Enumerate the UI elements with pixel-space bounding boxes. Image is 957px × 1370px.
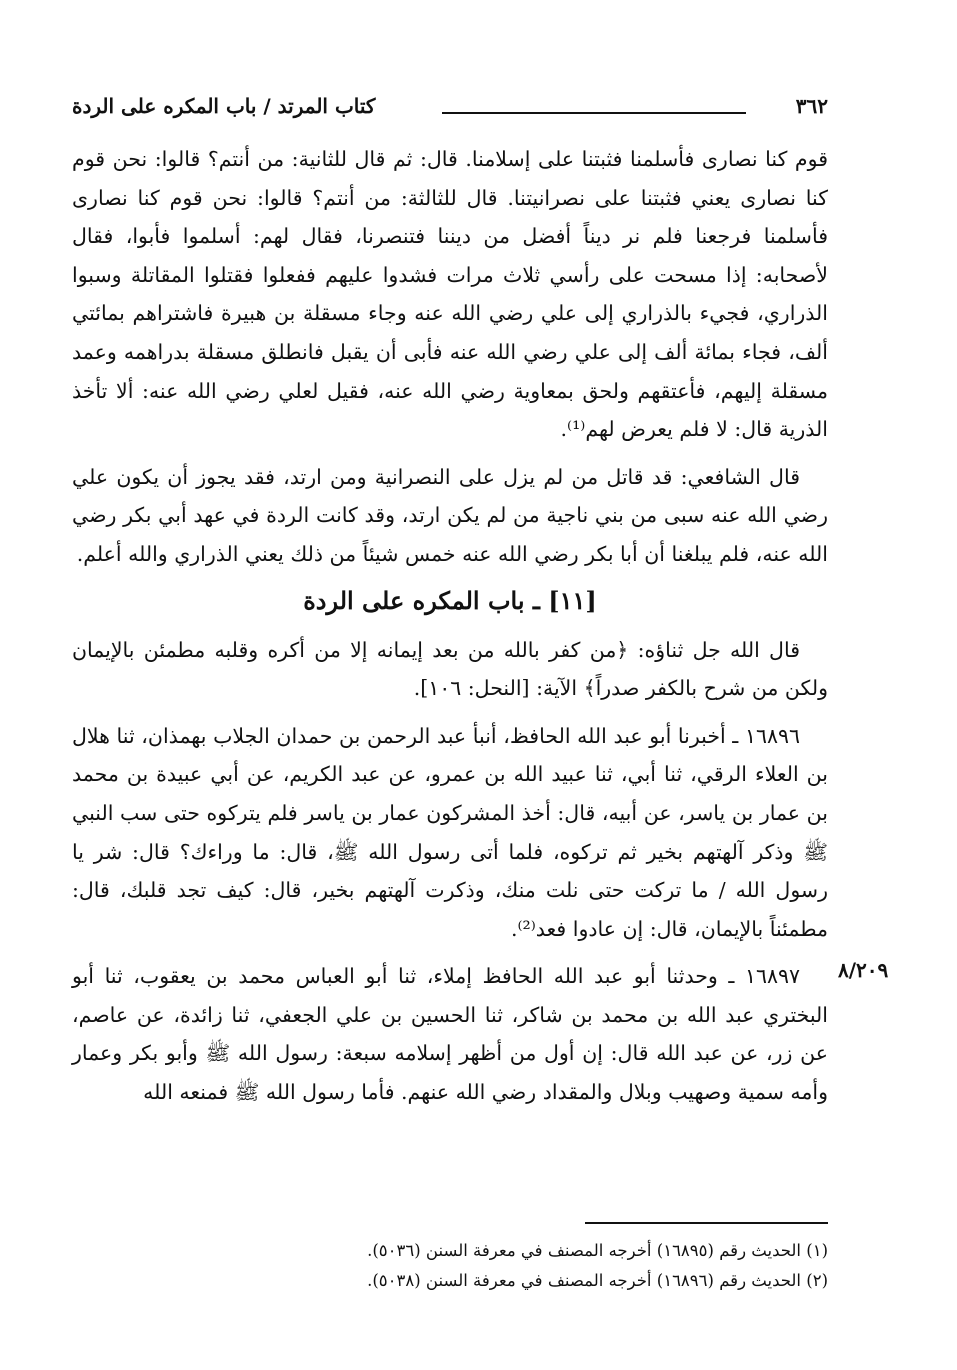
main-text (72, 140, 828, 1121)
footnote: (١) الحديث رقم (١٦٨٩٥) أخرجه المصنف في معرفة السنن (٥٠٣٦). (367, 1241, 828, 1260)
footnote-separator (585, 1222, 828, 1224)
footnotes (72, 1236, 828, 1296)
footnote: (٢) الحديث رقم (١٦٨٩٦) أخرجه المصنف في معرفة السنن (٥٠٣٨). (367, 1271, 828, 1290)
paragraph: قال الله جل ثناؤه: ﴿من كفر بالله من بعد إيمانه إلا من أكره وقلبه مطمئن بالإيمان ولكن من شرح بالكفر صدراً﴾ الآية: [النحل: ١٠٦]. (72, 637, 828, 701)
paragraph: قوم كنا نصارى فأسلمنا فثبتنا على إسلامنا. قال: ثم قال للثانية: من أنتم؟ قالوا: نحن قوم كنا نصارى يعني فثبتنا على نصرانيتنا. قال للثالثة: من أنتم؟ قالوا: نحن قوم كنا نصارى فأسلمنا فرجعنا فلم نر ديناً أفضل من ديننا فتنصرنا، فقال لهم: أسلموا فأبوا، فقال لأصحابه: إذا مسحت على رأسي ثلاث مرات فشدوا عليهم ففعلوا فقتلوا المقاتلة وسبوا الذراري، فجيء بالذراري إلى علي رضي الله عنه وجاء مسقلة بن هبيرة فاشتراهم بمائتي ألف، فجاء بمائة ألف إلى علي رضي الله عنه فأبى أن يقبل فانطلق مسقلة بدراهمه وعمد مسقلة إليهم، فأعتقهم ولحق بمعاوية رضي الله عنه، فقيل لعلي رضي الله عنه: ألا تأخذ الذرية قال: لا فلم يعرض لهم⁽¹⁾. (72, 147, 828, 442)
header-rule (442, 112, 746, 114)
running-title: كتاب المرتد / باب المكره على الردة (72, 94, 376, 118)
hadith-paragraph: ١٦٨٩٦ ـ أخبرنا أبو عبد الله الحافظ، أنبأ عبد الرحمن بن حمدان الجلاب بهمذان، ثنا هلال بن العلاء الرقي، ثنا أبي، ثنا عبيد الله بن عمرو، عن عبد الكريم، عن أبي عبيدة بن محمد بن عمار بن ياسر، عن أبيه، قال: أخذ المشركون عمار بن ياسر فلم يتركوه حتى سب النبي ﷺ وذكر آلهتهم بخير ثم تركوه، فلما أتى رسول الله ﷺ، قال: ما وراءك؟ قال: شر يا رسول الله / ما تركت حتى نلت منك، وذكرت آلهتهم بخير، قال: كيف تجد قلبك، قال: مطمئناً بالإيمان، قال: إن عادوا فعد⁽²⁾. (72, 723, 828, 941)
running-header (72, 88, 828, 128)
page-number: ٣٦٢ (795, 94, 828, 118)
section-heading: [١١] ـ باب المكره على الردة (303, 585, 597, 615)
margin-reference: ٨/٢٠٩ (838, 958, 889, 982)
hadith-paragraph: ١٦٨٩٧ ـ وحدثنا أبو عبد الله الحافظ إملاء، ثنا أبو العباس محمد بن يعقوب، ثنا أبو البختري عبد الله بن محمد بن شاكر، ثنا الحسين بن علي الجعفي، ثنا زائدة، عن عاصم، عن زر، عن عبد الله قال: إن أول من أظهر إسلامه سبعة: رسول الله ﷺ وأبو بكر وعمار وأمه سمية وصهيب وبلال والمقداد رضي الله عنهم. فأما رسول الله ﷺ فمنعه الله (72, 964, 828, 1105)
paragraph: قال الشافعي: قد قاتل من لم يزل على النصرانية ومن ارتد، فقد يجوز أن يكون علي رضي الله عنه سبى من بني ناجية من لم يكن ارتد، وقد كانت الردة في عهد أبي بكر رضي الله عنه، فلم يبلغنا أن أبا بكر رضي الله عنه خمس شيئاً من ذلك يعني الذراري والله أعلم. (72, 464, 828, 566)
